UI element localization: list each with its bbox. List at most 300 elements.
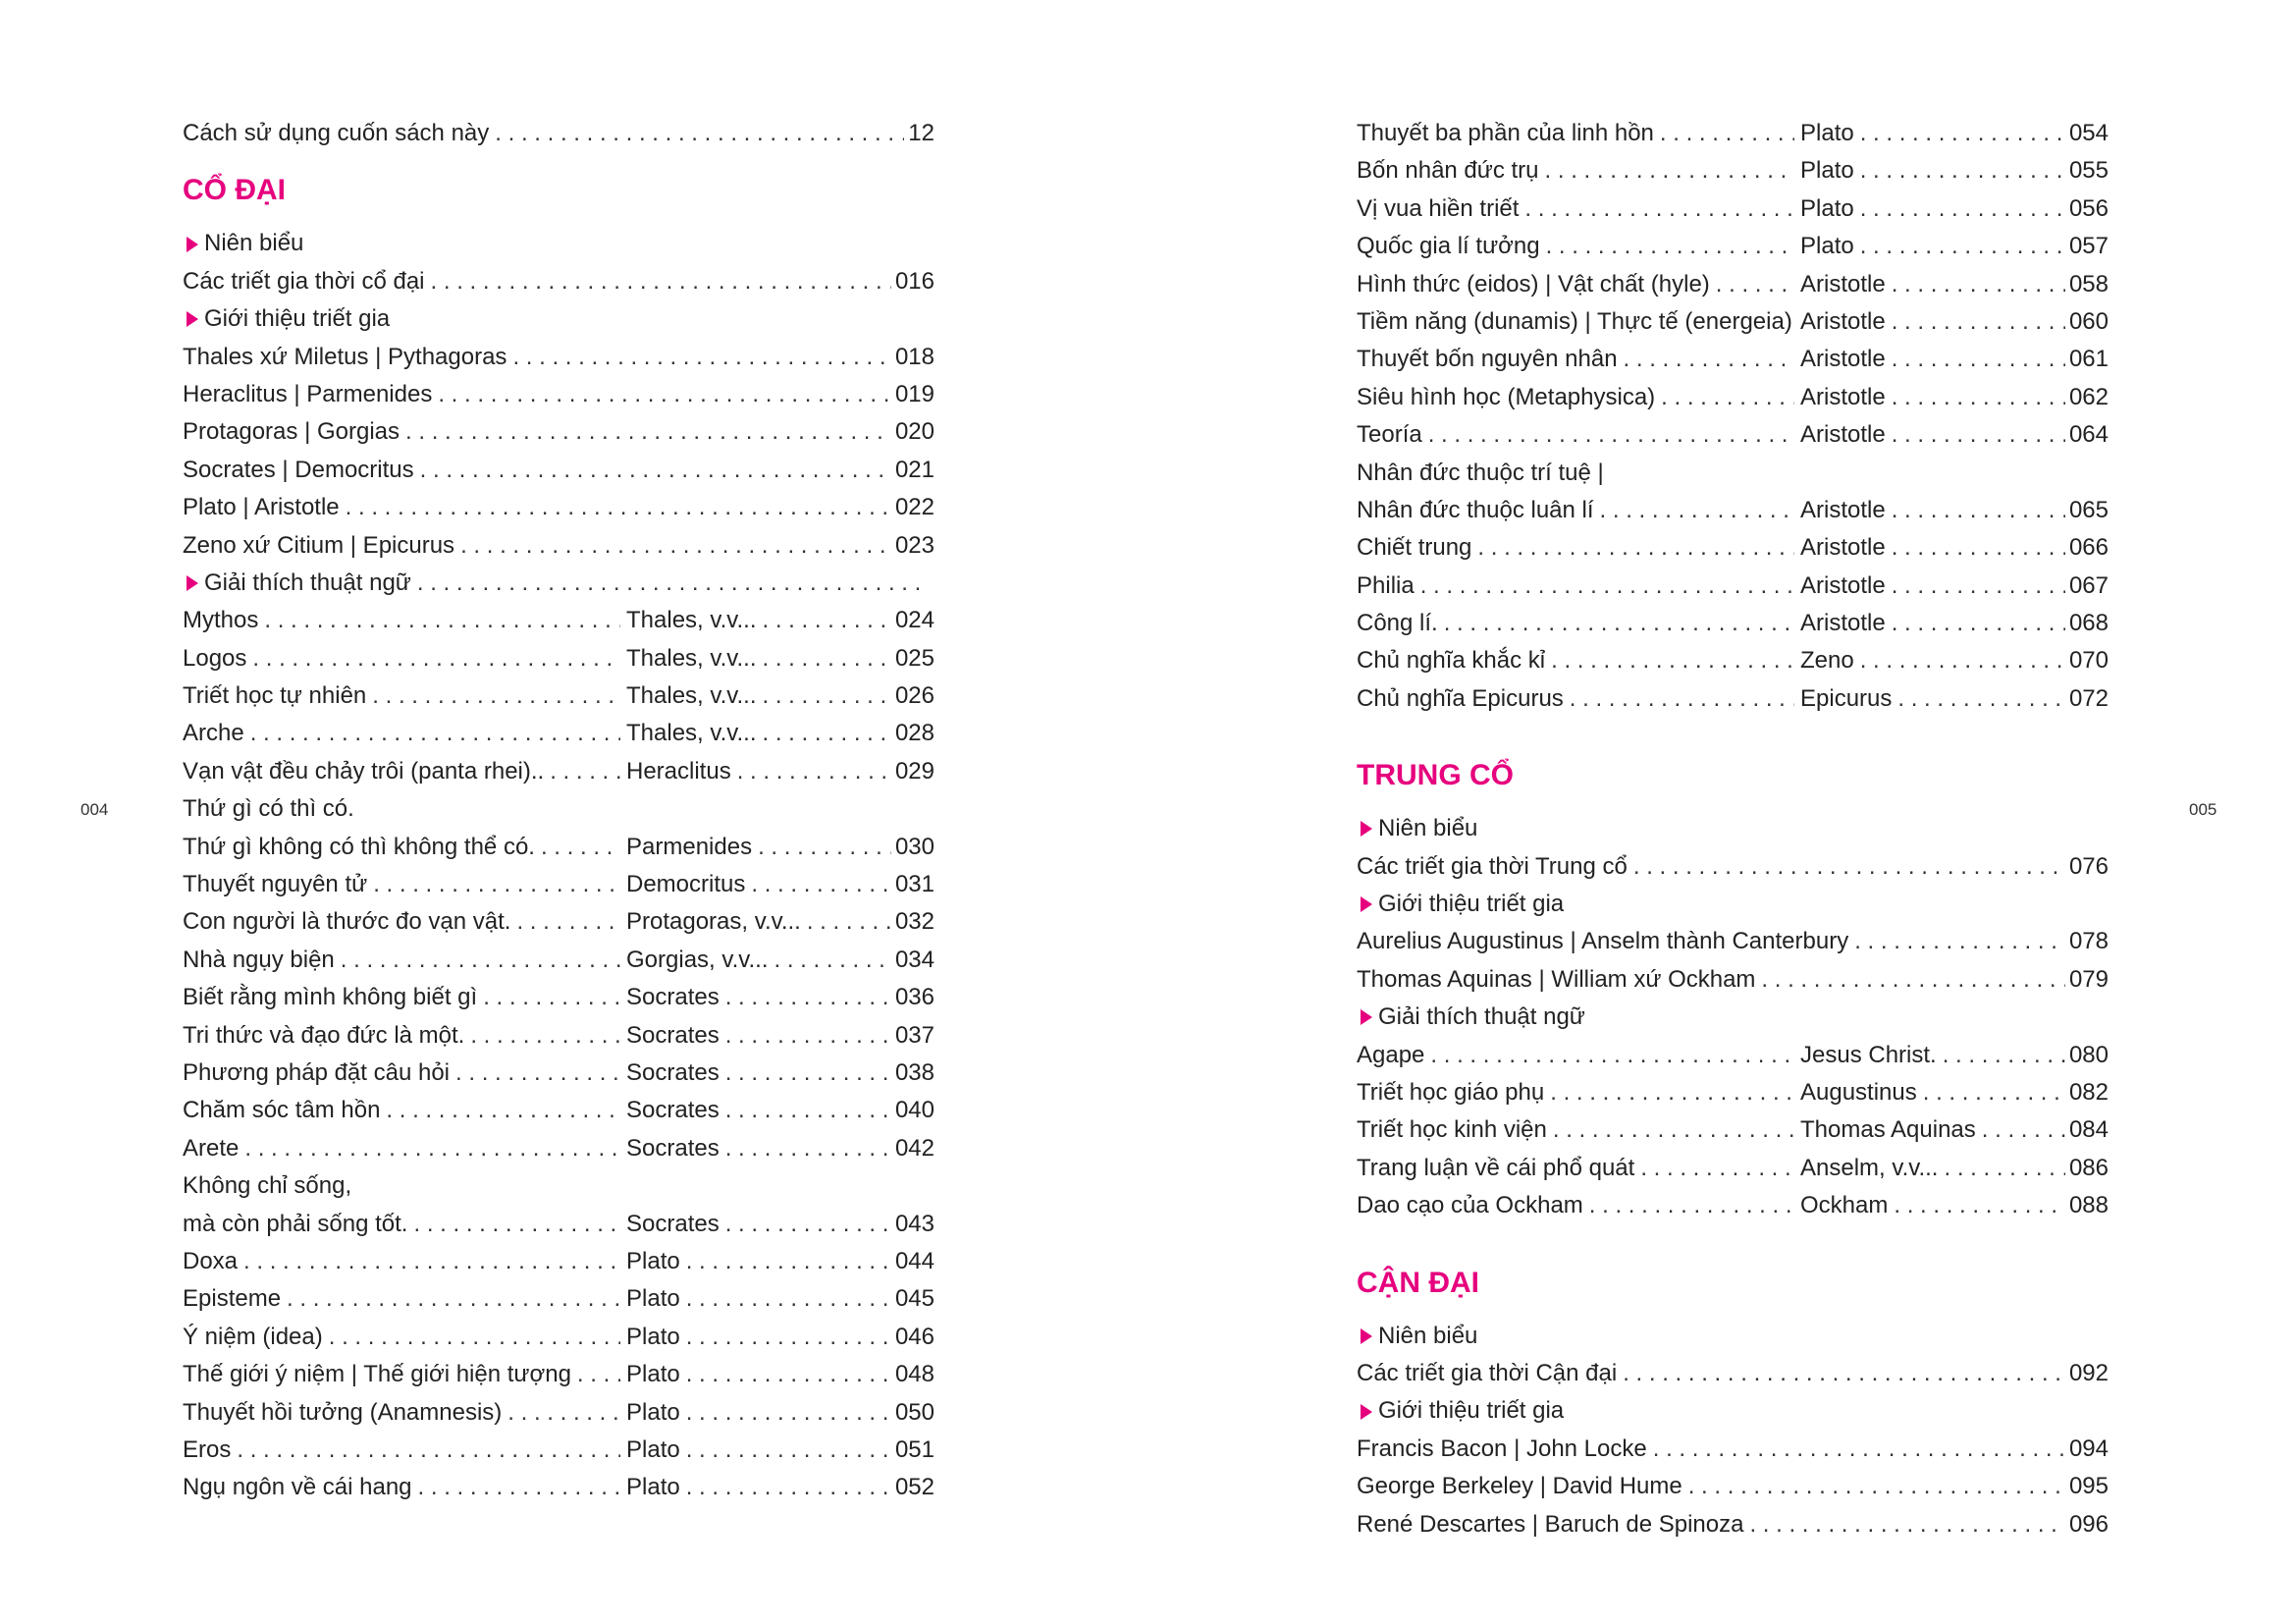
entry-page: 024 — [894, 607, 934, 634]
entry-page: 095 — [2068, 1473, 2109, 1500]
entry-author: Plato — [626, 1361, 680, 1388]
dot-leader — [1860, 190, 2065, 228]
term-segment — [1357, 605, 1798, 642]
dot-leader — [1892, 416, 2065, 454]
toc-term-entry — [1357, 303, 2109, 341]
author-segment — [1798, 303, 2109, 341]
dot-leader — [807, 903, 891, 941]
toc-term-entry — [1357, 379, 2109, 416]
author-segment — [624, 942, 934, 979]
section-title-ancient: CỔ ĐẠI — [183, 174, 286, 207]
toc-list-medieval-intro — [1357, 923, 2109, 999]
author-segment — [624, 1130, 934, 1167]
term-segment — [183, 1319, 624, 1356]
dot-leader — [725, 1017, 891, 1055]
toc-term-entry — [1357, 228, 2109, 265]
subsection-heading — [183, 300, 934, 338]
toc-entry — [1357, 1431, 2109, 1468]
entry-title: Tiềm năng (dunamis) | Thực tế (energeia) — [1357, 307, 1792, 335]
entry-author: Parmenides — [626, 833, 753, 860]
author-segment — [624, 1280, 934, 1318]
entry-author: Zeno — [1800, 647, 1854, 675]
dot-leader — [372, 677, 620, 715]
dot-leader — [1688, 1468, 2065, 1505]
dot-leader — [1982, 1111, 2065, 1149]
entry-title: Thứ gì có thì có. — [183, 795, 354, 823]
dot-leader — [1653, 1431, 2065, 1468]
dot-leader — [751, 866, 891, 903]
toc-term-entry — [1357, 1074, 2109, 1111]
subsection-intro — [1357, 886, 2109, 923]
author-segment — [624, 715, 934, 752]
term-segment — [183, 1055, 624, 1092]
author-segment — [1798, 492, 2109, 529]
toc-term-entry — [1357, 115, 2109, 152]
dot-leader — [725, 979, 891, 1016]
dot-leader — [1894, 1187, 2065, 1224]
toc-list-ancient — [183, 225, 934, 1506]
dot-leader — [774, 942, 890, 979]
author-segment — [624, 753, 934, 790]
entry-page: 096 — [2068, 1510, 2109, 1538]
entry-title: Các triết gia thời Cận đại — [1357, 1359, 1618, 1386]
entry-page: 040 — [894, 1097, 934, 1124]
author-segment — [1798, 680, 2109, 718]
term-segment — [1357, 1037, 1798, 1074]
toc-entry — [1357, 1468, 2109, 1505]
toc-term-entry — [183, 1280, 934, 1318]
author-segment — [624, 1206, 934, 1243]
entry-page: 094 — [2068, 1435, 2109, 1462]
toc-term-entry — [183, 715, 934, 752]
entry-title: Plato | Aristotle — [183, 494, 340, 521]
entry-page: 054 — [2068, 120, 2109, 146]
dot-leader — [686, 1469, 891, 1506]
dot-leader — [1761, 961, 2065, 999]
entry-title: Dao cạo của Ockham — [1357, 1192, 1583, 1219]
term-segment — [183, 1017, 624, 1055]
toc-term-entry — [183, 677, 934, 715]
entry-page: 056 — [2068, 194, 2109, 222]
dot-leader — [413, 1206, 620, 1243]
entry-title: Thứ gì không có thì không thể có. — [183, 833, 535, 860]
toc-term-entry — [1357, 1150, 2109, 1187]
toc-list-medieval-terms — [1357, 1037, 2109, 1225]
author-segment — [1798, 1150, 2109, 1187]
entry-author: Plato — [626, 1474, 680, 1501]
entry-title: Chủ nghĩa Epicurus — [1357, 684, 1564, 712]
toc-term-entry — [183, 1432, 934, 1469]
dot-leader — [244, 1130, 620, 1167]
entry-page: 019 — [894, 380, 934, 407]
entry-title: Zeno xứ Citium | Epicurus — [183, 531, 455, 559]
toc-term-entry — [183, 1055, 934, 1092]
entry-page: 048 — [894, 1361, 934, 1388]
entry-author: Thales, v.v... — [626, 607, 757, 634]
term-segment — [1357, 1074, 1798, 1111]
term-segment — [1357, 190, 1798, 228]
triangle-bullet-icon — [187, 575, 198, 591]
dot-leader — [1860, 228, 2065, 265]
entry-page: 052 — [894, 1474, 934, 1501]
entry-page: 050 — [894, 1398, 934, 1426]
entry-title: Thuyết nguyên tử — [183, 871, 368, 898]
term-segment — [183, 979, 624, 1016]
dot-leader — [1923, 1074, 2065, 1111]
subsection-label: Giới thiệu triết gia — [204, 305, 391, 333]
dot-leader — [1892, 266, 2065, 303]
entry-title: Francis Bacon | John Locke — [1357, 1435, 1647, 1462]
entry-author: Gorgias, v.v... — [626, 946, 769, 973]
toc-term-entry — [183, 602, 934, 639]
dot-leader — [243, 1243, 620, 1280]
term-segment — [1357, 1150, 1798, 1187]
entry-title: Arche — [183, 720, 244, 747]
entry-title: Ý niệm (idea) — [183, 1323, 323, 1350]
term-segment — [183, 640, 624, 677]
entry-page: 028 — [894, 720, 934, 747]
entry-page: 043 — [894, 1210, 934, 1237]
entry-page: 078 — [2068, 928, 2109, 955]
dot-leader — [1477, 529, 1794, 567]
entry-title: Nhà ngụy biện — [183, 946, 335, 973]
entry-page: 029 — [894, 757, 934, 785]
toc-term-entry — [183, 903, 934, 941]
term-segment — [183, 1280, 624, 1318]
entry-page: 082 — [2068, 1078, 2109, 1106]
dot-leader — [1428, 416, 1794, 454]
triangle-bullet-icon — [1361, 1009, 1372, 1025]
entry-title: Chủ nghĩa khắc kỉ — [1357, 647, 1546, 675]
dot-leader — [762, 677, 890, 715]
dot-leader — [686, 1319, 891, 1356]
dot-leader — [512, 339, 891, 376]
subsection-label: Giải thích thuật ngữ — [1378, 1003, 1585, 1031]
toc-term-entry — [183, 1319, 934, 1356]
entry-author: Aristotle — [1800, 307, 1886, 335]
dot-leader — [455, 1055, 620, 1092]
term-segment — [183, 1432, 624, 1469]
author-segment — [624, 1243, 934, 1280]
dot-leader — [1640, 1150, 1794, 1187]
entry-author: Plato — [1800, 233, 1854, 260]
dot-leader — [1749, 1506, 2065, 1543]
dot-leader — [1897, 680, 2065, 718]
subsection-label: Niên biểu — [1378, 815, 1478, 842]
author-segment — [624, 640, 934, 677]
entry-page: 084 — [2068, 1116, 2109, 1144]
dot-leader — [495, 115, 904, 152]
dot-leader — [686, 1394, 891, 1432]
toc-plain-line — [183, 1167, 934, 1205]
entry-page: 037 — [894, 1021, 934, 1049]
entry-page: 021 — [894, 456, 934, 483]
dot-leader — [1892, 303, 2065, 341]
entry-author: Thales, v.v... — [626, 682, 757, 710]
toc-entry — [183, 376, 934, 413]
entry-title: Thuyết hồi tưởng (Anamnesis) — [183, 1398, 503, 1426]
entry-title: George Berkeley | David Hume — [1357, 1473, 1682, 1500]
dot-leader — [438, 376, 891, 413]
entry-author: Socrates — [626, 1134, 720, 1162]
entry-author: Thomas Aquinas — [1800, 1116, 1976, 1144]
entry-page: 086 — [2068, 1154, 2109, 1181]
author-segment — [624, 602, 934, 639]
toc-term-entry — [183, 829, 934, 866]
entry-author: Thales, v.v... — [626, 720, 757, 747]
dot-leader — [686, 1280, 891, 1318]
subsection-heading — [183, 565, 934, 602]
dot-leader — [329, 1319, 620, 1356]
subsection-label: Giới thiệu triết gia — [1378, 1397, 1565, 1425]
dot-leader — [1860, 152, 2065, 189]
entry-title: Trang luận về cái phổ quát — [1357, 1154, 1635, 1181]
dot-leader — [1944, 1150, 2064, 1187]
entry-title: Aurelius Augustinus | Anselm thành Canterbury — [1357, 928, 1849, 955]
toc-entry — [1357, 961, 2109, 999]
dot-leader — [577, 1356, 620, 1393]
entry-title: Vạn vật đều chảy trôi (panta rhei).. — [183, 757, 545, 785]
dot-leader — [250, 715, 620, 752]
dot-leader — [405, 413, 891, 451]
entry-title: Nhân đức thuộc luân lí — [1357, 496, 1594, 523]
entry-author: Aristotle — [1800, 270, 1886, 298]
term-segment — [183, 1130, 624, 1167]
entry-title: Phương pháp đặt câu hỏi — [183, 1058, 451, 1086]
entry-author: Aristotle — [1800, 571, 1886, 599]
entry-author: Socrates — [626, 1097, 720, 1124]
term-segment — [1357, 642, 1798, 679]
dot-leader — [287, 1280, 620, 1318]
dot-leader — [483, 979, 620, 1016]
entry-page: 045 — [894, 1285, 934, 1313]
dot-leader — [758, 829, 891, 866]
author-segment — [1798, 190, 2109, 228]
dot-leader — [686, 1356, 891, 1393]
author-segment — [1798, 1111, 2109, 1149]
entry-author: Thales, v.v... — [626, 644, 757, 672]
entry-page: 018 — [894, 343, 934, 370]
entry-title: Nhân đức thuộc trí tuệ | — [1357, 459, 1604, 486]
toc-entry — [1357, 1506, 2109, 1543]
entry-page: 062 — [2068, 383, 2109, 410]
author-segment — [1798, 529, 2109, 567]
toc-term-entry — [183, 1017, 934, 1055]
entry-title: Logos — [183, 644, 247, 672]
term-segment — [1357, 680, 1798, 718]
dot-leader — [1892, 492, 2065, 529]
dot-leader — [1550, 1074, 1794, 1111]
subsection-label: Niên biểu — [204, 230, 304, 257]
entry-page: 016 — [894, 267, 934, 295]
term-segment — [1357, 529, 1798, 567]
entry-title: Thế giới ý niệm | Thế giới hiện tượng — [183, 1361, 571, 1388]
dot-leader — [1716, 266, 1794, 303]
entry-title: Thales xứ Miletus | Pythagoras — [183, 343, 507, 370]
entry-page: 055 — [2068, 157, 2109, 185]
author-segment — [1798, 416, 2109, 454]
term-segment — [183, 715, 624, 752]
toc-term-entry — [1357, 1187, 2109, 1224]
entry-page: 046 — [894, 1323, 934, 1350]
entry-author: Plato — [1800, 194, 1854, 222]
dot-leader — [417, 565, 921, 602]
entry-page: 044 — [894, 1247, 934, 1274]
entry-title: Vị vua hiền triết — [1357, 194, 1520, 222]
entry-title: Bốn nhân đức trụ — [1357, 157, 1539, 185]
term-segment — [183, 1394, 624, 1432]
toc-entry — [183, 489, 934, 526]
term-segment — [1357, 266, 1798, 303]
dot-leader — [1661, 379, 1794, 416]
entry-page: 061 — [2068, 346, 2109, 373]
toc-entry-intro — [183, 115, 934, 152]
entry-page: 031 — [894, 871, 934, 898]
subsection-label: Giới thiệu triết gia — [1378, 891, 1565, 918]
author-segment — [1798, 115, 2109, 152]
dot-leader — [762, 715, 890, 752]
dot-leader — [1545, 152, 1794, 189]
toc-term-entry — [1357, 642, 2109, 679]
dot-leader — [686, 1432, 891, 1469]
subsection-terms — [1357, 999, 2109, 1036]
entry-author: Epicurus — [1800, 684, 1893, 712]
toc-term-entry — [183, 1092, 934, 1129]
entry-page: 022 — [894, 494, 934, 521]
term-segment — [183, 903, 624, 941]
author-segment — [624, 1432, 934, 1469]
subsection-label: Niên biểu — [1378, 1322, 1478, 1349]
dot-leader — [1854, 923, 2065, 960]
toc-term-entry — [1357, 1037, 2109, 1074]
author-segment — [1798, 568, 2109, 605]
toc-entry — [183, 413, 934, 451]
author-segment — [624, 1469, 934, 1506]
entry-title: mà còn phải sống tốt. — [183, 1210, 408, 1237]
dot-leader — [550, 753, 620, 790]
author-segment — [624, 866, 934, 903]
dot-leader — [1444, 605, 1794, 642]
author-segment — [1798, 228, 2109, 265]
subsection-chronology — [1357, 810, 2109, 847]
toc-term-entry — [1357, 1111, 2109, 1149]
author-segment — [624, 1055, 934, 1092]
toc-plain-line — [183, 790, 934, 828]
entry-title: Thuyết bốn nguyên nhân — [1357, 346, 1618, 373]
entry-title: Doxa — [183, 1247, 239, 1274]
author-segment — [624, 829, 934, 866]
entry-author: Democritus — [626, 871, 746, 898]
term-segment — [183, 942, 624, 979]
term-segment — [183, 1092, 624, 1129]
entry-title: Quốc gia lí tưởng — [1357, 233, 1540, 260]
dot-leader — [1892, 568, 2065, 605]
toc-term-entry — [1357, 152, 2109, 189]
dot-leader — [1524, 190, 1794, 228]
author-segment — [1798, 152, 2109, 189]
author-segment — [624, 1092, 934, 1129]
dot-leader — [725, 1055, 891, 1092]
entry-page: 020 — [894, 418, 934, 446]
entry-author: Plato — [626, 1323, 680, 1350]
dot-leader — [1660, 115, 1794, 152]
entry-page: 038 — [894, 1058, 934, 1086]
entry-page: 026 — [894, 682, 934, 710]
entry-title: Socrates | Democritus — [183, 456, 414, 483]
entry-title: Thomas Aquinas | William xứ Ockham — [1357, 965, 1756, 993]
dot-leader — [460, 527, 891, 565]
author-segment — [624, 1394, 934, 1432]
author-segment — [1798, 1074, 2109, 1111]
term-segment — [183, 753, 624, 790]
entry-author: Ockham — [1800, 1192, 1889, 1219]
toc-term-entry — [183, 979, 934, 1016]
author-segment — [1798, 605, 2109, 642]
triangle-bullet-icon — [187, 237, 198, 252]
dot-leader — [1892, 379, 2065, 416]
author-segment — [624, 1017, 934, 1055]
entry-page: 080 — [2068, 1041, 2109, 1068]
term-segment — [1357, 379, 1798, 416]
toc-term-entry — [183, 1356, 934, 1393]
dot-leader — [762, 640, 890, 677]
toc-plain-line — [1357, 455, 2109, 492]
dot-leader — [1551, 642, 1794, 679]
entry-page: 023 — [894, 531, 934, 559]
toc-entry — [183, 263, 934, 300]
entry-author: Plato — [626, 1398, 680, 1426]
dot-leader — [1943, 1037, 2065, 1074]
dot-leader — [725, 1206, 891, 1243]
toc-term-entry — [183, 942, 934, 979]
subsection-intro — [1357, 1392, 2109, 1430]
toc-entry — [1357, 1355, 2109, 1392]
subsection-chronology — [1357, 1318, 2109, 1355]
entry-title: Triết học kinh viện — [1357, 1116, 1547, 1144]
entry-page: 051 — [894, 1435, 934, 1463]
dot-leader — [252, 640, 620, 677]
dot-leader — [420, 452, 891, 489]
entry-title: Episteme — [183, 1285, 282, 1313]
page-number-right: 005 — [2189, 800, 2217, 819]
toc-term-entry — [1357, 492, 2109, 529]
entry-author: Plato — [626, 1285, 680, 1313]
entry-author: Socrates — [626, 984, 720, 1011]
entry-title: Các triết gia thời cổ đại — [183, 267, 425, 295]
dot-leader — [1546, 228, 1794, 265]
dot-leader — [1860, 115, 2065, 152]
entry-title: Thuyết ba phần của linh hồn — [1357, 120, 1654, 146]
dot-leader — [470, 1017, 620, 1055]
term-segment — [183, 829, 624, 866]
triangle-bullet-icon — [1361, 821, 1372, 837]
entry-title: Tri thức và đạo đức là một. — [183, 1021, 465, 1049]
dot-leader — [346, 489, 891, 526]
entry-author: Anselm, v.v... — [1800, 1154, 1939, 1181]
section-title-medieval: TRUNG CỔ — [1357, 759, 1514, 792]
entry-author: Heraclitus — [626, 757, 731, 785]
entry-page: 12 — [908, 120, 934, 146]
entry-page: 067 — [2068, 571, 2109, 599]
dot-leader — [1589, 1187, 1794, 1224]
entry-author: Aristotle — [1800, 383, 1886, 410]
entry-page: 032 — [894, 908, 934, 936]
entry-title: Triết học giáo phụ — [1357, 1078, 1545, 1106]
entry-author: Aristotle — [1800, 421, 1886, 449]
toc-term-entry — [183, 1394, 934, 1432]
term-segment — [183, 602, 624, 639]
entry-page: 057 — [2068, 233, 2109, 260]
